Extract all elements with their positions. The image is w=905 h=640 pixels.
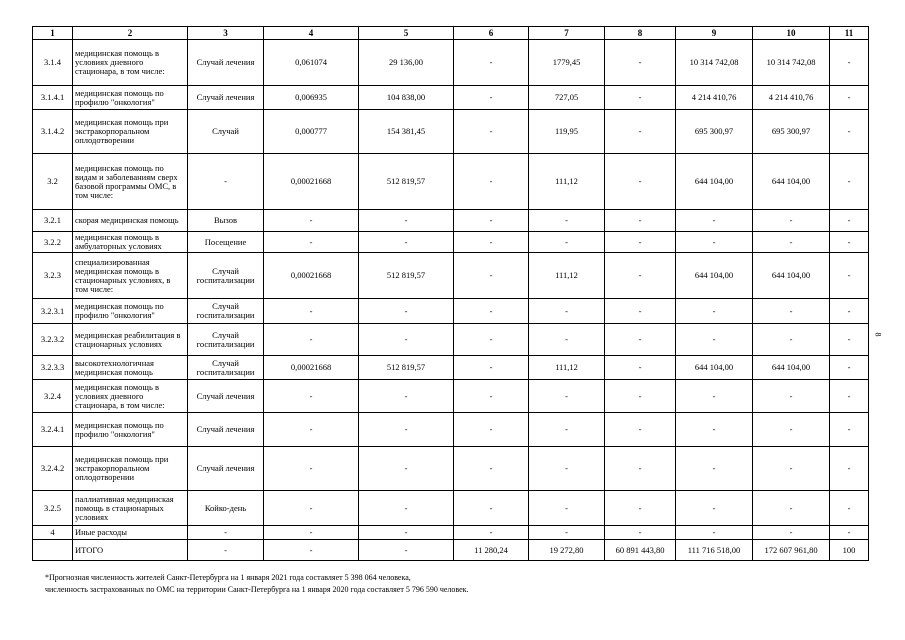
table-cell: - bbox=[830, 40, 869, 86]
table-cell: - bbox=[830, 491, 869, 526]
table-row bbox=[33, 356, 869, 380]
table-cell: - bbox=[264, 210, 359, 232]
table-cell: 512 819,57 bbox=[359, 253, 454, 299]
table-cell: 0,00021668 bbox=[264, 253, 359, 299]
table-cell: 172 607 961,80 bbox=[753, 540, 830, 561]
table-cell: - bbox=[264, 447, 359, 491]
table-cell: 512 819,57 bbox=[359, 154, 454, 210]
table-cell: - bbox=[605, 210, 676, 232]
table-cell: - bbox=[830, 253, 869, 299]
column-header-2: 2 bbox=[73, 27, 188, 40]
footnote-insured: численность застрахованных по ОМС на территории Санкт-Петербурга на 1 января 2020 года составляет 5 796 590 человек. bbox=[45, 585, 469, 594]
table-row bbox=[33, 447, 869, 491]
table-cell: 0,00021668 bbox=[264, 154, 359, 210]
table-cell: - bbox=[529, 299, 605, 324]
table-cell: Случай госпитализации bbox=[188, 299, 264, 324]
table-cell: Случай лечения bbox=[188, 447, 264, 491]
table-cell: 0,00021668 bbox=[264, 356, 359, 380]
table-cell: - bbox=[830, 299, 869, 324]
table-cell: - bbox=[264, 232, 359, 253]
tariff-table bbox=[32, 26, 869, 561]
row-code: 3.2.3 bbox=[33, 253, 73, 299]
table-cell: - bbox=[676, 232, 753, 253]
table-row bbox=[33, 86, 869, 110]
table-cell: - bbox=[454, 299, 529, 324]
row-description: высокотехнологичная медицинская помощь bbox=[73, 356, 188, 380]
row-code: 3.2.3.2 bbox=[33, 324, 73, 356]
row-code: 3.1.4 bbox=[33, 40, 73, 86]
row-code: 3.2.3.3 bbox=[33, 356, 73, 380]
row-description: медицинская помощь в условиях дневного стационара, в том числе: bbox=[73, 380, 188, 413]
column-header-11: 11 bbox=[830, 27, 869, 40]
table-row bbox=[33, 324, 869, 356]
table-cell: 644 104,00 bbox=[676, 356, 753, 380]
table-cell: - bbox=[454, 210, 529, 232]
table-cell: - bbox=[359, 447, 454, 491]
table-cell: - bbox=[753, 380, 830, 413]
table-cell: - bbox=[454, 380, 529, 413]
table-cell: - bbox=[605, 526, 676, 540]
table-cell: - bbox=[753, 232, 830, 253]
row-description: медицинская реабилитация в стационарных условиях bbox=[73, 324, 188, 356]
column-header-4: 4 bbox=[264, 27, 359, 40]
table-cell: 29 136,00 bbox=[359, 40, 454, 86]
table-cell: - bbox=[264, 526, 359, 540]
page-number: 8 bbox=[873, 332, 883, 337]
row-code: 3.2.5 bbox=[33, 491, 73, 526]
header-row bbox=[33, 27, 869, 40]
table-cell: 727,05 bbox=[529, 86, 605, 110]
table-cell: Случай лечения bbox=[188, 413, 264, 447]
row-code: 4 bbox=[33, 526, 73, 540]
table-cell: - bbox=[454, 447, 529, 491]
table-cell: - bbox=[830, 526, 869, 540]
table-cell: - bbox=[830, 413, 869, 447]
table-cell: - bbox=[188, 154, 264, 210]
table-cell: - bbox=[676, 380, 753, 413]
row-description: медицинская помощь по профилю "онкология" bbox=[73, 86, 188, 110]
table-cell: - bbox=[605, 154, 676, 210]
table-cell: - bbox=[454, 86, 529, 110]
table-cell: - bbox=[529, 413, 605, 447]
table-cell: 0,006935 bbox=[264, 86, 359, 110]
table-cell: - bbox=[529, 526, 605, 540]
table-cell: 19 272,80 bbox=[529, 540, 605, 561]
table-cell: - bbox=[676, 447, 753, 491]
table-cell: - bbox=[605, 491, 676, 526]
table-cell: - bbox=[605, 324, 676, 356]
table-cell: - bbox=[676, 299, 753, 324]
table-cell: 644 104,00 bbox=[753, 253, 830, 299]
table-cell: 104 838,00 bbox=[359, 86, 454, 110]
table-cell: 695 300,97 bbox=[676, 110, 753, 154]
table-cell: 644 104,00 bbox=[676, 154, 753, 210]
table-cell: - bbox=[676, 491, 753, 526]
table-cell: - bbox=[753, 526, 830, 540]
table-row bbox=[33, 380, 869, 413]
table-row bbox=[33, 413, 869, 447]
footnote-population: *Прогнозная численность жителей Санкт-Петербурга на 1 января 2021 года составляет 5 398 064 человека, bbox=[45, 573, 411, 582]
table-cell: - bbox=[605, 413, 676, 447]
table-cell: - bbox=[359, 526, 454, 540]
row-description: Иные расходы bbox=[73, 526, 188, 540]
table-cell: - bbox=[605, 380, 676, 413]
table-cell: - bbox=[454, 232, 529, 253]
row-code: 3.2.3.1 bbox=[33, 299, 73, 324]
table-cell: - bbox=[605, 232, 676, 253]
table-row bbox=[33, 491, 869, 526]
table-cell: Случай лечения bbox=[188, 40, 264, 86]
table-cell: - bbox=[753, 413, 830, 447]
table-cell: - bbox=[359, 299, 454, 324]
table-cell: - bbox=[454, 413, 529, 447]
table-row bbox=[33, 253, 869, 299]
table-cell: - bbox=[359, 232, 454, 253]
table-cell: 644 104,00 bbox=[753, 356, 830, 380]
row-description: медицинская помощь по видам и заболеваниям сверх базовой программы ОМС, в том числе: bbox=[73, 154, 188, 210]
table-cell: - bbox=[264, 299, 359, 324]
table-cell: - bbox=[188, 526, 264, 540]
table-cell: 154 381,45 bbox=[359, 110, 454, 154]
column-header-7: 7 bbox=[529, 27, 605, 40]
table-cell: Случай госпитализации bbox=[188, 253, 264, 299]
table-cell: - bbox=[830, 447, 869, 491]
row-description: ИТОГО bbox=[73, 540, 188, 561]
table-cell: 111,12 bbox=[529, 253, 605, 299]
table-cell: - bbox=[529, 324, 605, 356]
row-code: 3.2 bbox=[33, 154, 73, 210]
column-header-5: 5 bbox=[359, 27, 454, 40]
table-cell: - bbox=[359, 324, 454, 356]
table-row bbox=[33, 232, 869, 253]
table-cell: - bbox=[605, 447, 676, 491]
table-cell: 644 104,00 bbox=[753, 154, 830, 210]
table-cell: - bbox=[529, 447, 605, 491]
table-cell: - bbox=[188, 540, 264, 561]
table-cell: 111,12 bbox=[529, 356, 605, 380]
table-cell: 11 280,24 bbox=[454, 540, 529, 561]
table-cell: 111,12 bbox=[529, 154, 605, 210]
row-description: медицинская помощь по профилю "онкология" bbox=[73, 413, 188, 447]
row-code: 3.2.4 bbox=[33, 380, 73, 413]
table-cell: 60 891 443,80 bbox=[605, 540, 676, 561]
table-cell: Койко-день bbox=[188, 491, 264, 526]
table-cell: - bbox=[753, 491, 830, 526]
table-cell: - bbox=[605, 40, 676, 86]
table-cell: - bbox=[830, 380, 869, 413]
table-cell: - bbox=[454, 154, 529, 210]
table-cell: 695 300,97 bbox=[753, 110, 830, 154]
table-cell: - bbox=[529, 210, 605, 232]
row-description: медицинская помощь в амбулаторных условиях bbox=[73, 232, 188, 253]
table-cell: - bbox=[529, 380, 605, 413]
column-header-6: 6 bbox=[454, 27, 529, 40]
column-header-1: 1 bbox=[33, 27, 73, 40]
table-cell: - bbox=[264, 324, 359, 356]
table-cell: 512 819,57 bbox=[359, 356, 454, 380]
table-cell: 644 104,00 bbox=[676, 253, 753, 299]
table-cell: - bbox=[676, 526, 753, 540]
table-cell: 4 214 410,76 bbox=[753, 86, 830, 110]
table-cell: - bbox=[753, 324, 830, 356]
table-row bbox=[33, 40, 869, 86]
table-cell: - bbox=[359, 413, 454, 447]
column-header-8: 8 bbox=[605, 27, 676, 40]
table-cell: - bbox=[830, 324, 869, 356]
row-description: скорая медицинская помощь bbox=[73, 210, 188, 232]
column-header-10: 10 bbox=[753, 27, 830, 40]
table-cell: - bbox=[359, 540, 454, 561]
table-cell: 100 bbox=[830, 540, 869, 561]
table-cell: - bbox=[264, 413, 359, 447]
row-code: 3.2.4.1 bbox=[33, 413, 73, 447]
table-cell: Случай лечения bbox=[188, 380, 264, 413]
table-cell: Случай госпитализации bbox=[188, 356, 264, 380]
table-cell: Случай госпитализации bbox=[188, 324, 264, 356]
table-row bbox=[33, 110, 869, 154]
table-cell: - bbox=[264, 380, 359, 413]
row-code: 3.2.1 bbox=[33, 210, 73, 232]
table-cell: - bbox=[830, 232, 869, 253]
row-code: 3.2.4.2 bbox=[33, 447, 73, 491]
table-cell: - bbox=[830, 86, 869, 110]
table-cell: - bbox=[753, 299, 830, 324]
table-cell: 0,061074 bbox=[264, 40, 359, 86]
table-cell: Посещение bbox=[188, 232, 264, 253]
table-row bbox=[33, 540, 869, 561]
table-cell: 0,000777 bbox=[264, 110, 359, 154]
table-cell: - bbox=[454, 253, 529, 299]
row-code bbox=[33, 540, 73, 561]
table-cell: - bbox=[605, 299, 676, 324]
row-description: паллиативная медицинская помощь в стационарных условиях bbox=[73, 491, 188, 526]
table-cell: Случай лечения bbox=[188, 86, 264, 110]
table-cell: 10 314 742,08 bbox=[676, 40, 753, 86]
table-cell: - bbox=[605, 86, 676, 110]
table-cell: 119,95 bbox=[529, 110, 605, 154]
column-header-9: 9 bbox=[676, 27, 753, 40]
table-cell: - bbox=[830, 356, 869, 380]
table-cell: - bbox=[676, 324, 753, 356]
table-cell: - bbox=[454, 40, 529, 86]
column-header-3: 3 bbox=[188, 27, 264, 40]
table-cell: - bbox=[454, 526, 529, 540]
table-cell: - bbox=[529, 491, 605, 526]
table-row bbox=[33, 299, 869, 324]
table-cell: - bbox=[830, 210, 869, 232]
row-description: медицинская помощь в условиях дневного стационара, в том числе: bbox=[73, 40, 188, 86]
table-cell: 4 214 410,76 bbox=[676, 86, 753, 110]
row-description: медицинская помощь при экстракорпоральном оплодотворении bbox=[73, 447, 188, 491]
table-row bbox=[33, 210, 869, 232]
table-cell: 111 716 518,00 bbox=[676, 540, 753, 561]
table-cell: - bbox=[454, 324, 529, 356]
table-cell: Вызов bbox=[188, 210, 264, 232]
row-description: специализированная медицинская помощь в стационарных условиях, в том числе: bbox=[73, 253, 188, 299]
table-row bbox=[33, 154, 869, 210]
table-cell: - bbox=[830, 154, 869, 210]
table-cell: - bbox=[676, 210, 753, 232]
table-cell: - bbox=[359, 210, 454, 232]
table-cell: 1779,45 bbox=[529, 40, 605, 86]
table-cell: - bbox=[264, 491, 359, 526]
table-cell: - bbox=[454, 356, 529, 380]
row-description: медицинская помощь при экстракорпоральном оплодотворении bbox=[73, 110, 188, 154]
table-cell: 10 314 742,08 bbox=[753, 40, 830, 86]
row-code: 3.1.4.2 bbox=[33, 110, 73, 154]
table-cell: - bbox=[529, 232, 605, 253]
table-row bbox=[33, 526, 869, 540]
table-cell: Случай bbox=[188, 110, 264, 154]
table-cell: - bbox=[605, 356, 676, 380]
table-cell: - bbox=[454, 491, 529, 526]
table-cell: - bbox=[753, 210, 830, 232]
table-cell: - bbox=[359, 380, 454, 413]
row-description: медицинская помощь по профилю "онкология" bbox=[73, 299, 188, 324]
table-cell: - bbox=[605, 253, 676, 299]
row-code: 3.1.4.1 bbox=[33, 86, 73, 110]
table-cell: - bbox=[359, 491, 454, 526]
table-cell: - bbox=[753, 447, 830, 491]
table-cell: - bbox=[605, 110, 676, 154]
table-cell: - bbox=[264, 540, 359, 561]
table-cell: - bbox=[454, 110, 529, 154]
table-cell: - bbox=[830, 110, 869, 154]
table-cell: - bbox=[676, 413, 753, 447]
table-body bbox=[33, 40, 869, 561]
row-code: 3.2.2 bbox=[33, 232, 73, 253]
